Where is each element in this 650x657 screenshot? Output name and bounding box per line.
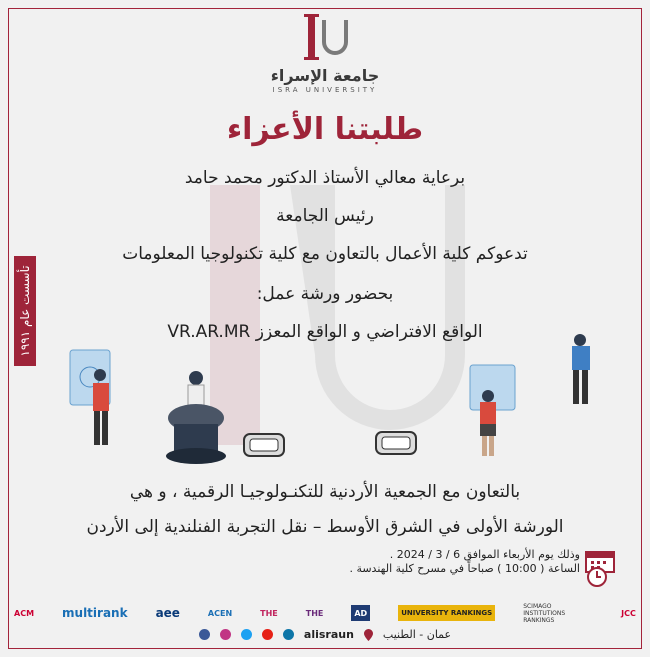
vr-headset-icon <box>240 424 290 466</box>
partner-logo: UNIVERSITY RANKINGS <box>398 605 495 621</box>
vr-person-illustration <box>60 345 150 455</box>
topic-line: الواقع الافتراضي و الواقع المعزز VR.AR.MR <box>167 322 483 342</box>
partner-logo: SCIMAGO INSTITUTIONS RANKINGS <box>523 602 566 624</box>
schedule-time: الساعة ( 10:00 ) صباحاً في مسرح كلية الهندسة . <box>349 562 580 575</box>
location-pin-icon <box>364 629 373 641</box>
founded-badge: تأسست عام ١٩٩١ <box>14 256 36 366</box>
university-name-english: ISRA UNIVERSITY <box>272 86 378 94</box>
facebook-icon[interactable] <box>199 629 210 640</box>
footer-bar <box>0 628 650 641</box>
partner-logo: ACM <box>14 608 35 618</box>
partner-logo: ACEN <box>207 608 233 618</box>
main-title: طلبتنا الأعزاء <box>226 112 424 147</box>
patronage-line: برعاية معالي الأستاذ الدكتور محمد حامد <box>184 168 466 188</box>
instagram-icon[interactable] <box>220 629 231 640</box>
president-line: رئيس الجامعة <box>276 206 374 226</box>
partner-logo: THE <box>305 608 324 618</box>
iu-logo-icon <box>295 12 355 64</box>
vr-headset-icon <box>372 422 422 464</box>
partner-logo: JCC <box>621 608 636 618</box>
university-name-arabic: جامعة الإسراء <box>270 66 380 85</box>
first-workshop-line: الورشة الأولى في الشرق الأوسط – نقل التجربة الفنلندية إلى الأردن <box>86 517 564 537</box>
vr-person-illustration <box>560 330 610 410</box>
social-handle[interactable]: alisraun <box>303 628 354 641</box>
clock-icon <box>586 566 608 588</box>
schedule-block <box>160 548 580 576</box>
partner-logo: aee <box>155 606 180 620</box>
twitter-icon[interactable] <box>241 629 252 640</box>
partner-logo: THE <box>260 608 278 618</box>
partner-logo: AD <box>351 605 370 621</box>
invite-line: تدعوكم كلية الأعمال بالتعاون مع كلية تكنولوجيا المعلومات <box>122 244 528 264</box>
partner-logos-strip <box>14 602 636 624</box>
cooperation-line: بالتعاون مع الجمعية الأردنية للتكنـولوجيـا الرقمية ، و هي <box>129 482 521 502</box>
university-logo <box>0 12 650 94</box>
location-text: عمان - الطنيب <box>382 628 452 641</box>
schedule-date: وذلك يوم الأربعاء الموافق 6 / 3 / 2024 . <box>389 548 580 561</box>
youtube-icon[interactable] <box>262 629 273 640</box>
attend-line: بحضور ورشة عمل: <box>256 284 394 304</box>
linkedin-icon[interactable] <box>283 629 294 640</box>
vr-simulator-illustration <box>158 368 238 468</box>
partner-logo: multirank <box>62 606 128 620</box>
vr-person-illustration <box>460 360 530 460</box>
